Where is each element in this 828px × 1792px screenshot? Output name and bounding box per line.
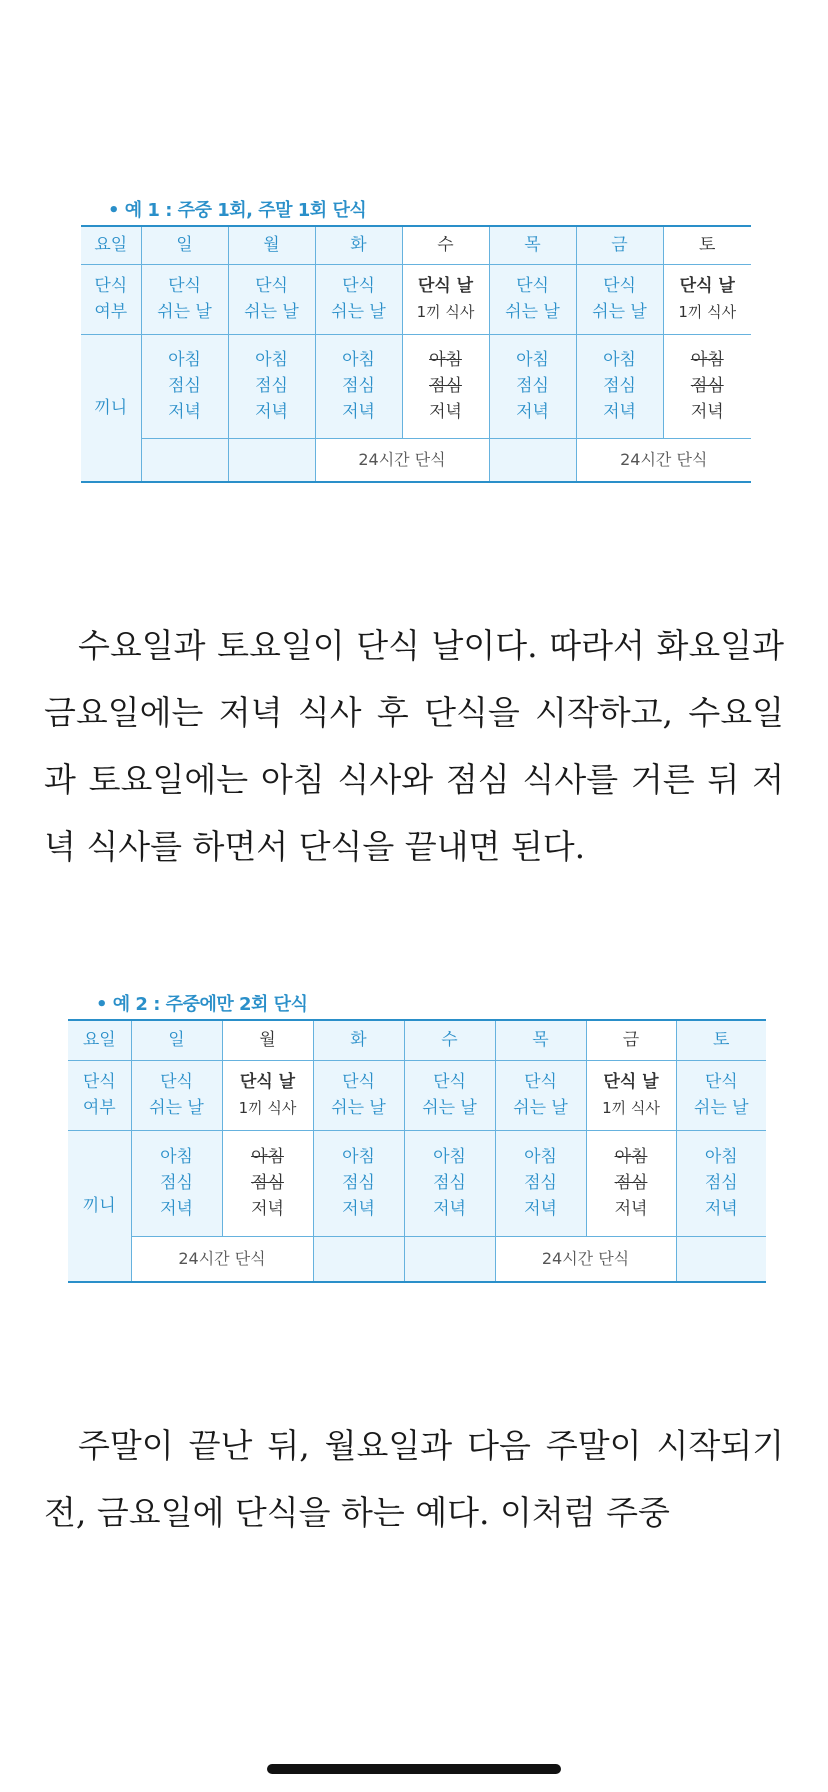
header-cell: 요일 [68, 1020, 131, 1060]
fast-day-cell: 단식 날 1끼 식사 [402, 264, 489, 334]
empty-cell [141, 438, 228, 482]
fasting-span-24h: 24시간 단식 [131, 1236, 313, 1282]
meals-cell-fast: 아침 점심 저녁 [222, 1130, 313, 1236]
meals-cell-fast: 아침 점심 저녁 [402, 334, 489, 438]
empty-cell [489, 438, 576, 482]
home-indicator[interactable] [267, 1764, 561, 1774]
status-row [68, 1060, 766, 1130]
rest-day-cell: 단식 쉬는 날 [495, 1060, 586, 1130]
meals-row [81, 334, 751, 438]
meals-cell: 아침 점심 저녁 [315, 334, 402, 438]
status-row [81, 264, 751, 334]
header-cell: 화 [315, 226, 402, 264]
header-cell: 수 [402, 226, 489, 264]
example2-table [68, 1019, 766, 1283]
empty-cell [228, 438, 315, 482]
header-cell: 금 [586, 1020, 676, 1060]
body-paragraph-1: 수요일과 토요일이 단식 날이다. 따라서 화요일과 금요일에는 저녁 식사 후 단식을 시작하고, 수요일과 토요일에는 아침 식사와 점심 식사를 거른 뒤 저녁 식사를 하면서 단식을 끝내면 된다. [44, 626, 784, 866]
meals-cell: 아침 점심 저녁 [141, 334, 228, 438]
fast-day-cell: 단식 날 1끼 식사 [586, 1060, 676, 1130]
fasting-span-row [81, 438, 751, 482]
header-cell: 요일 [81, 226, 141, 264]
header-cell: 수 [404, 1020, 495, 1060]
rest-day-cell: 단식 쉬는 날 [576, 264, 663, 334]
meals-cell: 아침 점심 저녁 [676, 1130, 766, 1236]
meals-cell: 아침 점심 저녁 [495, 1130, 586, 1236]
header-cell: 목 [489, 226, 576, 264]
header-cell: 월 [228, 226, 315, 264]
meals-cell: 아침 점심 저녁 [228, 334, 315, 438]
example1-caption: • 예 1 : 주중 1회, 주말 1회 단식 [108, 200, 367, 221]
header-cell: 금 [576, 226, 663, 264]
fasting-span-row [68, 1236, 766, 1282]
meals-cell-fast: 아침 점심 저녁 [663, 334, 751, 438]
day-header-row [81, 226, 751, 264]
header-cell: 목 [495, 1020, 586, 1060]
fasting-span-24h: 24시간 단식 [315, 438, 489, 482]
header-cell: 월 [222, 1020, 313, 1060]
rest-day-cell: 단식 쉬는 날 [313, 1060, 404, 1130]
body-paragraph-2: 주말이 끝난 뒤, 월요일과 다음 주말이 시작되기 전, 금요일에 단식을 하는 예다. 이처럼 주중 [44, 1426, 784, 1532]
rest-day-cell: 단식 쉬는 날 [228, 264, 315, 334]
fast-day-cell: 단식 날 1끼 식사 [663, 264, 751, 334]
rest-day-cell: 단식 쉬는 날 [489, 264, 576, 334]
rest-day-cell: 단식 쉬는 날 [404, 1060, 495, 1130]
rest-day-cell: 단식 쉬는 날 [141, 264, 228, 334]
empty-cell [313, 1236, 404, 1282]
fasting-span-24h: 24시간 단식 [576, 438, 751, 482]
meals-cell-fast: 아침 점심 저녁 [586, 1130, 676, 1236]
fasting-span-24h: 24시간 단식 [495, 1236, 676, 1282]
meals-cell: 아침 점심 저녁 [313, 1130, 404, 1236]
rest-day-cell: 단식 쉬는 날 [676, 1060, 766, 1130]
fast-day-cell: 단식 날 1끼 식사 [222, 1060, 313, 1130]
header-cell: 토 [663, 226, 751, 264]
meals-cell: 아침 점심 저녁 [576, 334, 663, 438]
meal-label: 끼니 [68, 1130, 131, 1282]
empty-cell [404, 1236, 495, 1282]
empty-cell [676, 1236, 766, 1282]
header-cell: 토 [676, 1020, 766, 1060]
meals-cell: 아침 점심 저녁 [404, 1130, 495, 1236]
rest-day-cell: 단식 쉬는 날 [131, 1060, 222, 1130]
meal-label: 끼니 [81, 334, 141, 482]
meals-cell: 아침 점심 저녁 [131, 1130, 222, 1236]
header-cell: 일 [131, 1020, 222, 1060]
meals-row [68, 1130, 766, 1236]
header-cell: 화 [313, 1020, 404, 1060]
example1-table [81, 225, 751, 483]
rest-day-cell: 단식 쉬는 날 [315, 264, 402, 334]
meals-cell: 아침 점심 저녁 [489, 334, 576, 438]
header-cell: 일 [141, 226, 228, 264]
example2-caption: • 예 2 : 주중에만 2회 단식 [96, 994, 308, 1015]
status-label: 단식 여부 [81, 264, 141, 334]
day-header-row [68, 1020, 766, 1060]
status-label: 단식 여부 [68, 1060, 131, 1130]
